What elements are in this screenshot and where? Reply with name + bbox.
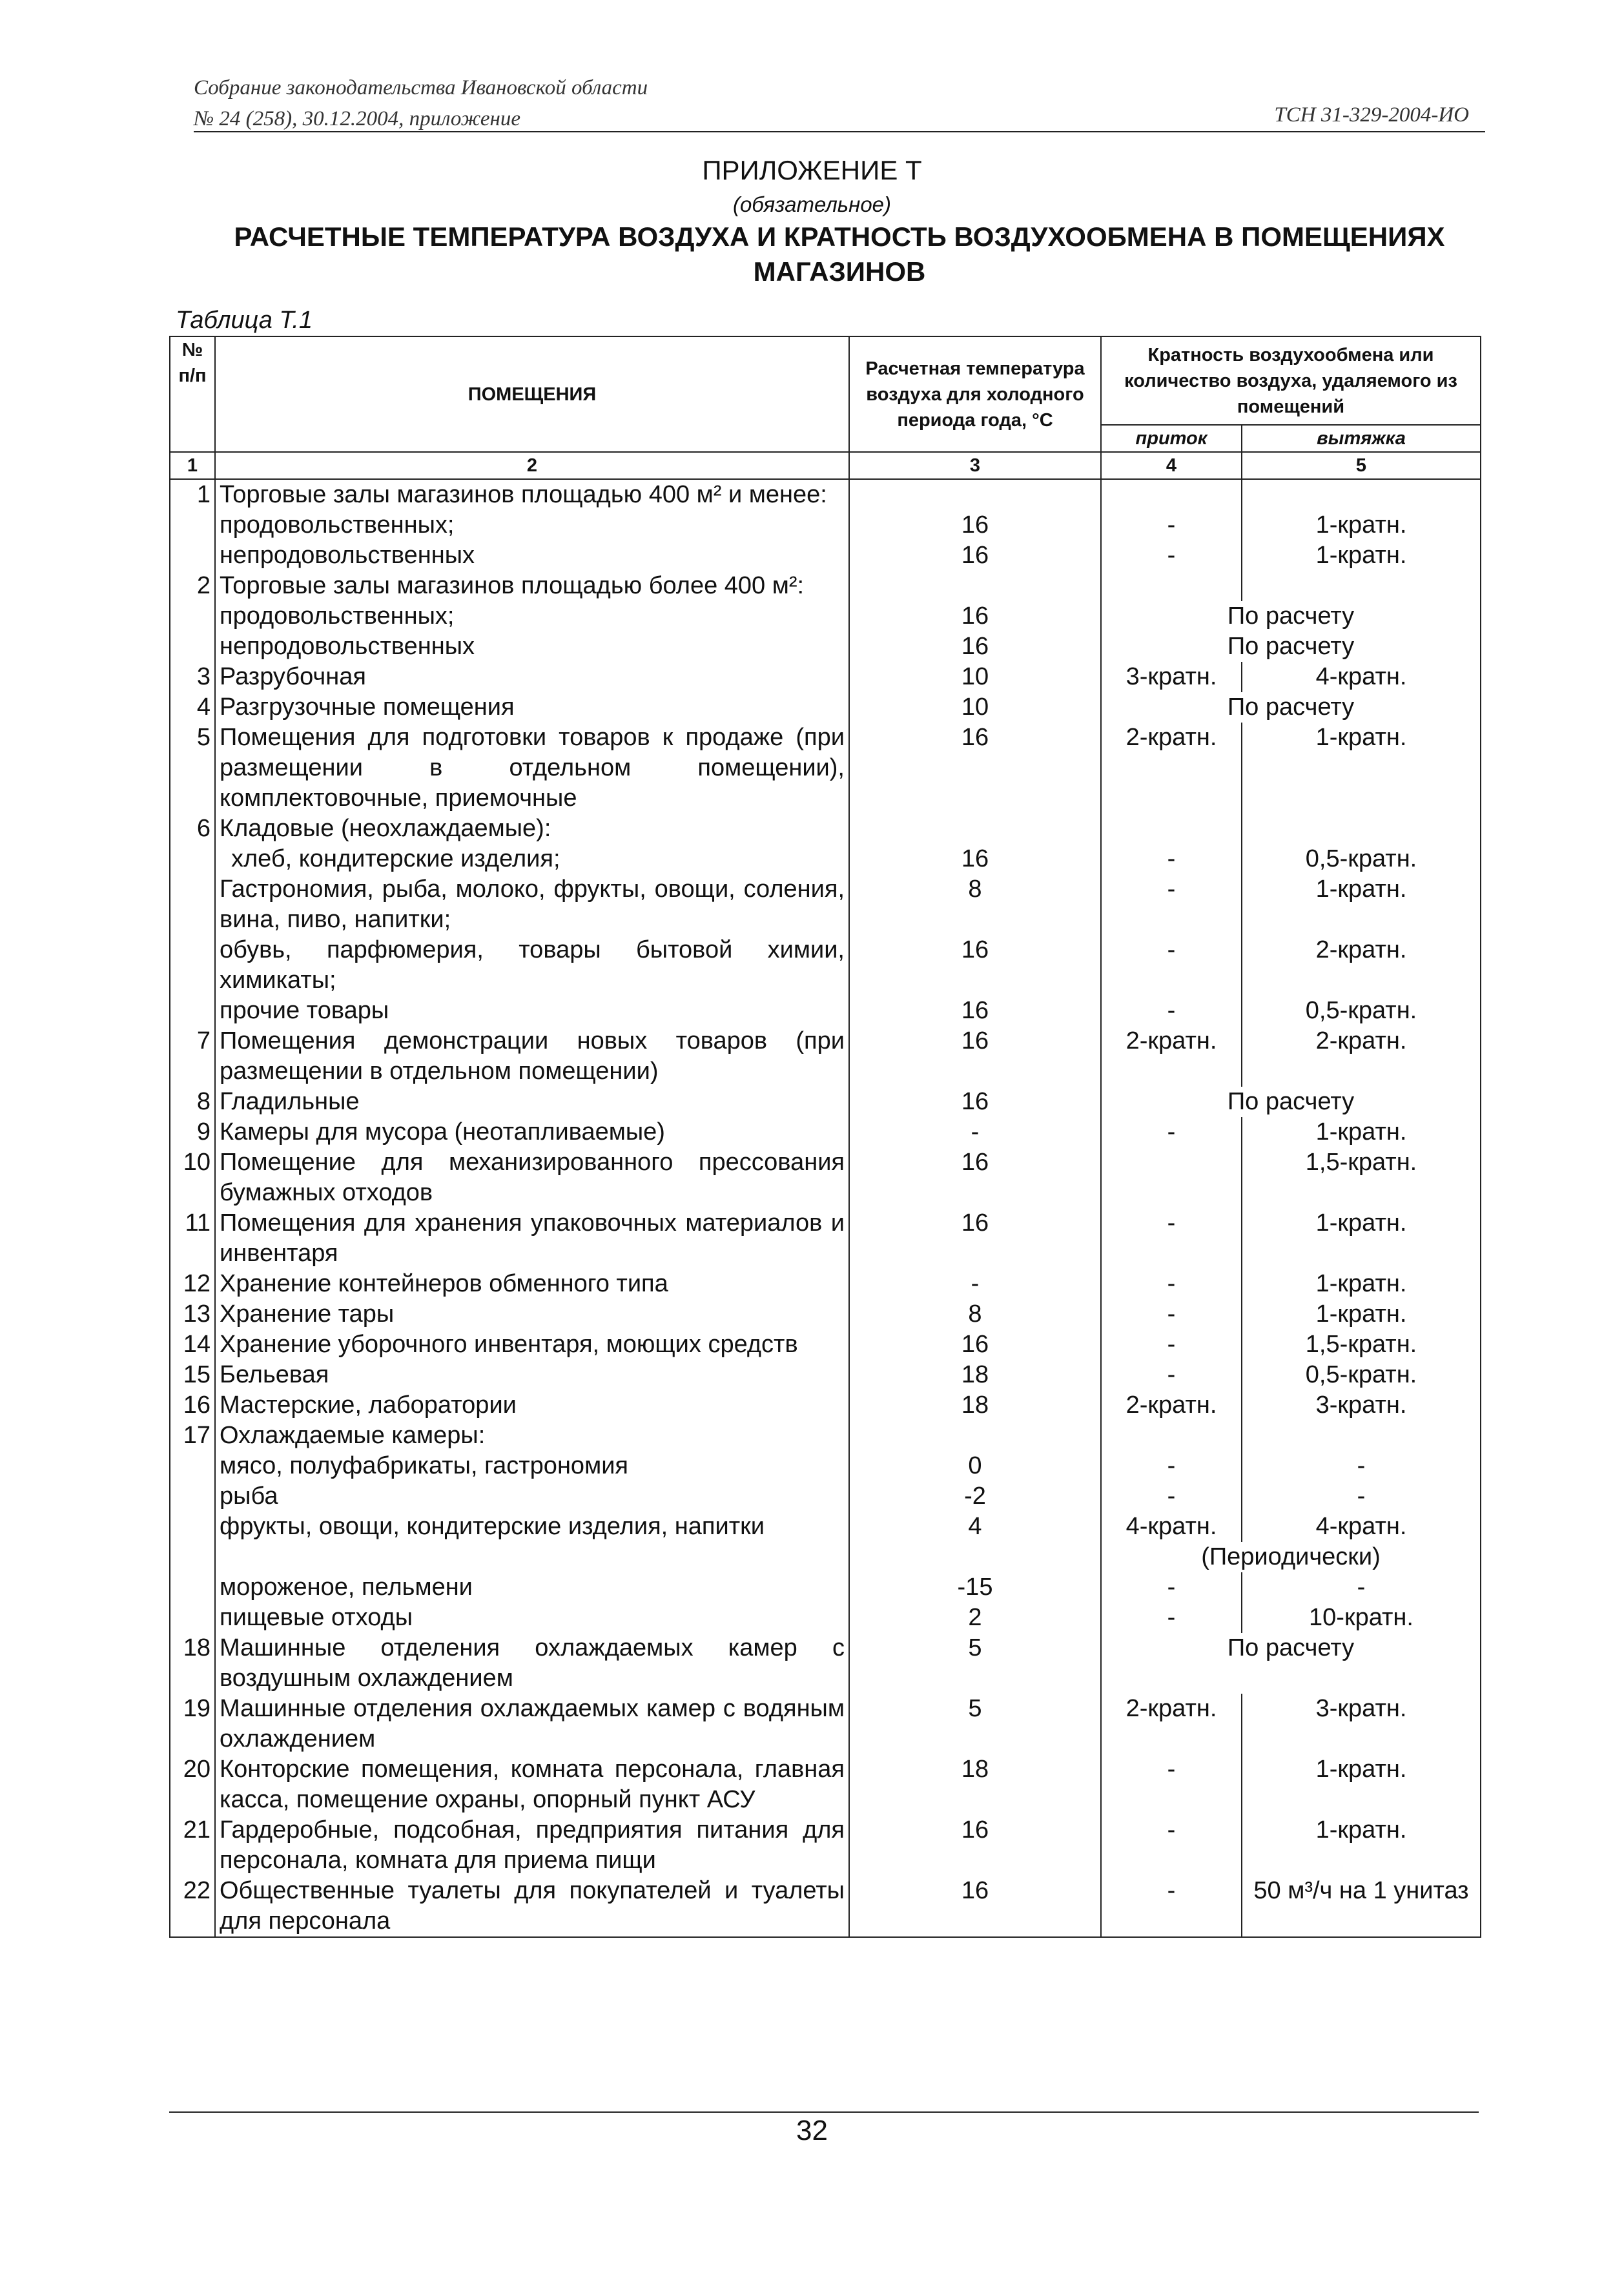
supply-rate: -: [1167, 1604, 1176, 1631]
design-temperature: [849, 571, 1101, 601]
row-number: 2: [170, 571, 215, 601]
exhaust-rate: 3-кратн.: [1242, 1390, 1481, 1421]
row-number: 10: [170, 1147, 215, 1208]
supply-rate: [1101, 814, 1242, 844]
design-temperature: [849, 1542, 1101, 1572]
room-name: прочие товары: [215, 996, 849, 1026]
table-row: [170, 874, 1481, 935]
row-number: [170, 1451, 215, 1481]
table-row: [170, 1876, 1481, 1937]
row-number: [170, 1542, 215, 1572]
design-temperature: 8: [849, 1299, 1101, 1330]
design-temperature: 4: [849, 1512, 1101, 1542]
table-row: [170, 662, 1481, 692]
design-temperature: 16: [849, 1876, 1101, 1937]
air-exchange-merged: (Периодически): [1101, 1542, 1481, 1572]
supply-rate: -: [1167, 1756, 1176, 1783]
room-name: Гардеробные, подсобная, предприятия питания для персонала, комната для приема пищи: [215, 1815, 849, 1876]
room-name: Помещения для подготовки товаров к продаже (при размещении в отдельном помещении), комплектовочные, приемочные: [215, 723, 849, 814]
design-temperature: 8: [849, 874, 1101, 935]
room-name: обувь, парфюмерия, товары бытовой химии, химикаты;: [215, 935, 849, 996]
footer-divider: [169, 2111, 1479, 2113]
exhaust-rate: [1242, 571, 1481, 601]
design-temperature: 16: [849, 601, 1101, 632]
supply-rate: -: [1167, 1816, 1176, 1844]
design-temperature: 10: [849, 692, 1101, 723]
row-number: 5: [170, 723, 215, 814]
air-exchange-merged: По расчету: [1101, 601, 1481, 632]
table-row: [170, 1299, 1481, 1330]
col-header-exhaust: вытяжка: [1242, 425, 1481, 452]
table-row: [170, 723, 1481, 814]
col-header-room: ПОМЕЩЕНИЯ: [215, 336, 849, 452]
supply-rate: -: [1167, 1300, 1176, 1328]
ventilation-table: [169, 336, 1481, 1938]
design-temperature: 16: [849, 510, 1101, 540]
exhaust-rate: 1-кратн.: [1242, 1815, 1481, 1876]
design-temperature: 16: [849, 1815, 1101, 1876]
row-number: [170, 1603, 215, 1633]
room-name: Общественные туалеты для покупателей и туалеты для персонала: [215, 1876, 849, 1937]
header-line-2: № 24 (258), 30.12.2004, приложение: [194, 107, 520, 130]
design-temperature: 18: [849, 1360, 1101, 1390]
table-row: [170, 1754, 1481, 1815]
room-name: мясо, полуфабрикаты, гастрономия: [215, 1451, 849, 1481]
room-name: Машинные отделения охлаждаемых камер с воздушным охлаждением: [215, 1633, 849, 1694]
table-row: [170, 1542, 1481, 1572]
exhaust-rate: -: [1242, 1572, 1481, 1603]
row-number: 22: [170, 1876, 215, 1937]
exhaust-rate: 10-кратн.: [1242, 1603, 1481, 1633]
room-name: Охлаждаемые камеры:: [215, 1421, 849, 1451]
supply-rate: 3-кратн.: [1125, 663, 1217, 690]
supply-rate: -: [1167, 936, 1176, 963]
table-row: [170, 692, 1481, 723]
design-temperature: 16: [849, 723, 1101, 814]
room-name: продовольственных;: [215, 510, 849, 540]
room-name: Машинные отделения охлаждаемых камер с водяным охлаждением: [215, 1694, 849, 1754]
supply-rate: [1101, 479, 1242, 510]
table-row: [170, 844, 1481, 874]
col-number-4: 4: [1101, 452, 1242, 479]
room-name: Помещения демонстрации новых товаров (при размещении в отдельном помещении): [215, 1026, 849, 1087]
exhaust-rate: [1242, 1421, 1481, 1451]
design-temperature: 0: [849, 1451, 1101, 1481]
row-number: [170, 601, 215, 632]
row-number: [170, 874, 215, 935]
supply-rate: -: [1101, 1876, 1242, 1937]
row-number: [170, 996, 215, 1026]
row-number: 7: [170, 1026, 215, 1087]
table-row: [170, 632, 1481, 662]
row-number: 3: [170, 662, 215, 692]
row-number: 20: [170, 1754, 215, 1815]
table-row: [170, 1026, 1481, 1087]
table-row: [170, 935, 1481, 996]
exhaust-rate: 50 м³/ч на 1 унитаз: [1242, 1876, 1481, 1937]
supply-rate: -: [1167, 845, 1176, 872]
room-name: Хранение тары: [215, 1299, 849, 1330]
row-number: [170, 935, 215, 996]
row-number: 12: [170, 1269, 215, 1299]
room-name: Конторские помещения, комната персонала, главная касса, помещение охраны, опорный пункт АСУ: [215, 1754, 849, 1815]
row-number: 4: [170, 692, 215, 723]
table-row: [170, 1117, 1481, 1147]
room-name: Торговые залы магазинов площадью более 400 м²:: [215, 571, 849, 601]
table-row: [170, 601, 1481, 632]
col-header-supply: приток: [1101, 425, 1242, 452]
supply-rate: 2-кратн.: [1125, 724, 1217, 751]
design-temperature: 18: [849, 1390, 1101, 1421]
table-row: [170, 571, 1481, 601]
design-temperature: [849, 479, 1101, 510]
table-row: [170, 1087, 1481, 1117]
row-number: [170, 1481, 215, 1512]
row-number: [170, 1572, 215, 1603]
row-number: 18: [170, 1633, 215, 1694]
supply-rate: -: [1167, 1270, 1176, 1297]
air-exchange-merged: По расчету: [1101, 692, 1481, 723]
exhaust-rate: 1-кратн.: [1242, 874, 1481, 935]
row-number: [170, 1512, 215, 1542]
design-temperature: 10: [849, 662, 1101, 692]
supply-rate: 2-кратн.: [1125, 1027, 1217, 1054]
exhaust-rate: 4-кратн.: [1242, 662, 1481, 692]
row-number: [170, 844, 215, 874]
design-temperature: 2: [849, 1603, 1101, 1633]
table-row: [170, 479, 1481, 510]
col-header-temp: Расчетная температура воздуха для холодного периода года, °С: [849, 336, 1101, 452]
table-row: [170, 1603, 1481, 1633]
appendix-title: ПРИЛОЖЕНИЕ Т: [702, 155, 922, 185]
col-number-2: 2: [215, 452, 849, 479]
design-temperature: 16: [849, 1147, 1101, 1208]
table-row: [170, 1360, 1481, 1390]
row-number: 6: [170, 814, 215, 844]
exhaust-rate: 1-кратн.: [1242, 1299, 1481, 1330]
col-number-3: 3: [849, 452, 1101, 479]
exhaust-rate: 0,5-кратн.: [1242, 996, 1481, 1026]
design-temperature: 16: [849, 1026, 1101, 1087]
design-temperature: 16: [849, 632, 1101, 662]
exhaust-rate: 1,5-кратн.: [1242, 1147, 1481, 1208]
exhaust-rate: 1-кратн.: [1242, 723, 1481, 814]
room-name: Хранение уборочного инвентаря, моющих средств: [215, 1330, 849, 1360]
room-name: Бельевая: [215, 1360, 849, 1390]
row-number: 8: [170, 1087, 215, 1117]
room-name: Помещение для механизированного прессования бумажных отходов: [215, 1147, 849, 1208]
supply-rate: -: [1167, 1118, 1176, 1145]
header-divider: [194, 131, 1485, 132]
design-temperature: 5: [849, 1633, 1101, 1694]
room-name: [215, 1542, 849, 1572]
exhaust-rate: 1-кратн.: [1242, 1754, 1481, 1815]
supply-rate: -: [1167, 1483, 1176, 1510]
design-temperature: 5: [849, 1694, 1101, 1754]
supply-rate: 4-кратн.: [1125, 1513, 1217, 1540]
table-row: [170, 1330, 1481, 1360]
exhaust-rate: [1242, 479, 1481, 510]
room-name: продовольственных;: [215, 601, 849, 632]
col-header-exchange: Кратность воздухообмена или количество воздуха, удаляемого из помещений: [1101, 336, 1481, 425]
room-name: непродовольственных: [215, 632, 849, 662]
table-body: [170, 479, 1481, 1937]
exhaust-rate: 1-кратн.: [1242, 540, 1481, 571]
room-name: Разгрузочные помещения: [215, 692, 849, 723]
design-temperature: 16: [849, 935, 1101, 996]
table-row: [170, 510, 1481, 540]
table-row: [170, 1208, 1481, 1269]
exhaust-rate: 0,5-кратн.: [1242, 1360, 1481, 1390]
page-number: 32: [796, 2115, 828, 2146]
room-name: Мастерские, лаборатории: [215, 1390, 849, 1421]
room-name: непродовольственных: [215, 540, 849, 571]
supply-rate: -: [1167, 1452, 1176, 1479]
design-temperature: [849, 814, 1101, 844]
row-number: 19: [170, 1694, 215, 1754]
exhaust-rate: 1-кратн.: [1242, 1208, 1481, 1269]
exhaust-rate: 1-кратн.: [1242, 1117, 1481, 1147]
col-header-num: № п/п: [170, 336, 215, 452]
supply-rate: -: [1167, 876, 1176, 903]
supply-rate: -: [1167, 1209, 1176, 1237]
supply-rate: -: [1167, 511, 1176, 539]
row-number: 11: [170, 1208, 215, 1269]
row-number: 15: [170, 1360, 215, 1390]
col-number-1: 1: [170, 452, 215, 479]
table-row: [170, 1481, 1481, 1512]
design-temperature: -: [849, 1269, 1101, 1299]
table-row: [170, 1694, 1481, 1754]
room-name: Торговые залы магазинов площадью 400 м² и менее:: [215, 479, 849, 510]
supply-rate: -: [1167, 1361, 1176, 1388]
exhaust-rate: 0,5-кратн.: [1242, 844, 1481, 874]
row-number: [170, 540, 215, 571]
supply-rate: -: [1167, 997, 1176, 1024]
air-exchange-merged: По расчету: [1101, 1087, 1481, 1117]
header-line-1: Собрание законодательства Ивановской области: [194, 76, 648, 99]
table-row: [170, 1512, 1481, 1542]
exhaust-rate: 2-кратн.: [1242, 935, 1481, 996]
supply-rate: 2-кратн.: [1125, 1695, 1217, 1722]
room-name: рыба: [215, 1481, 849, 1512]
table-row: [170, 1147, 1481, 1208]
page-header-source: [194, 72, 648, 134]
row-number: 21: [170, 1815, 215, 1876]
design-temperature: 16: [849, 1208, 1101, 1269]
room-name: фрукты, овощи, кондитерские изделия, напитки: [215, 1512, 849, 1542]
exhaust-rate: 1-кратн.: [1242, 1269, 1481, 1299]
design-temperature: [849, 1421, 1101, 1451]
room-name: хлеб, кондитерские изделия;: [215, 844, 849, 874]
room-name: Разрубочная: [215, 662, 849, 692]
room-name: Гастрономия, рыба, молоко, фрукты, овощи, соления, вина, пиво, напитки;: [215, 874, 849, 935]
table-caption: Таблица Т.1: [176, 307, 313, 334]
room-name: Кладовые (неохлаждаемые):: [215, 814, 849, 844]
supply-rate: [1101, 1147, 1242, 1208]
row-number: 13: [170, 1299, 215, 1330]
table-row: [170, 1269, 1481, 1299]
row-number: 17: [170, 1421, 215, 1451]
design-temperature: 16: [849, 1330, 1101, 1360]
table-row: [170, 1390, 1481, 1421]
row-number: 9: [170, 1117, 215, 1147]
supply-rate: [1101, 571, 1242, 601]
row-number: 14: [170, 1330, 215, 1360]
table-row: [170, 996, 1481, 1026]
room-name: Гладильные: [215, 1087, 849, 1117]
design-temperature: 18: [849, 1754, 1101, 1815]
design-temperature: -2: [849, 1481, 1101, 1512]
air-exchange-merged: По расчету: [1101, 632, 1481, 662]
air-exchange-merged: По расчету: [1101, 1633, 1481, 1694]
row-number: 1: [170, 479, 215, 510]
appendix-note: (обязательное): [732, 192, 892, 216]
room-name: Хранение контейнеров обменного типа: [215, 1269, 849, 1299]
table-row: [170, 540, 1481, 571]
design-temperature: 16: [849, 996, 1101, 1026]
table-row: [170, 1572, 1481, 1603]
header-doc-code: ТСН 31-329-2004-ИО: [1274, 103, 1469, 127]
supply-rate: [1101, 1421, 1242, 1451]
document-title: РАСЧЕТНЫЕ ТЕМПЕРАТУРА ВОЗДУХА И КРАТНОСТЬ ВОЗДУХООБМЕНА В ПОМЕЩЕНИЯХ МАГАЗИНОВ: [234, 221, 1445, 287]
design-temperature: -: [849, 1117, 1101, 1147]
supply-rate: -: [1167, 542, 1176, 569]
design-temperature: 16: [849, 844, 1101, 874]
supply-rate: -: [1167, 1331, 1176, 1358]
supply-rate: 2-кратн.: [1125, 1392, 1217, 1419]
exhaust-rate: -: [1242, 1481, 1481, 1512]
table-row: [170, 1815, 1481, 1876]
table-row: [170, 814, 1481, 844]
exhaust-rate: -: [1242, 1451, 1481, 1481]
exhaust-rate: 4-кратн.: [1242, 1512, 1481, 1542]
room-name: Помещения для хранения упаковочных материалов и инвентаря: [215, 1208, 849, 1269]
room-name: пищевые отходы: [215, 1603, 849, 1633]
room-name: Камеры для мусора (неотапливаемые): [215, 1117, 849, 1147]
exhaust-rate: [1242, 814, 1481, 844]
col-number-5: 5: [1242, 452, 1481, 479]
row-number: 16: [170, 1390, 215, 1421]
design-temperature: 16: [849, 540, 1101, 571]
exhaust-rate: 3-кратн.: [1242, 1694, 1481, 1754]
room-name: мороженое, пельмени: [215, 1572, 849, 1603]
exhaust-rate: 1-кратн.: [1242, 510, 1481, 540]
table-row: [170, 1451, 1481, 1481]
exhaust-rate: 2-кратн.: [1242, 1026, 1481, 1087]
row-number: [170, 510, 215, 540]
row-number: [170, 632, 215, 662]
exhaust-rate: 1,5-кратн.: [1242, 1330, 1481, 1360]
supply-rate: -: [1167, 1574, 1176, 1601]
table-row: [170, 1421, 1481, 1451]
table-row: [170, 1633, 1481, 1694]
design-temperature: 16: [849, 1087, 1101, 1117]
design-temperature: -15: [849, 1572, 1101, 1603]
